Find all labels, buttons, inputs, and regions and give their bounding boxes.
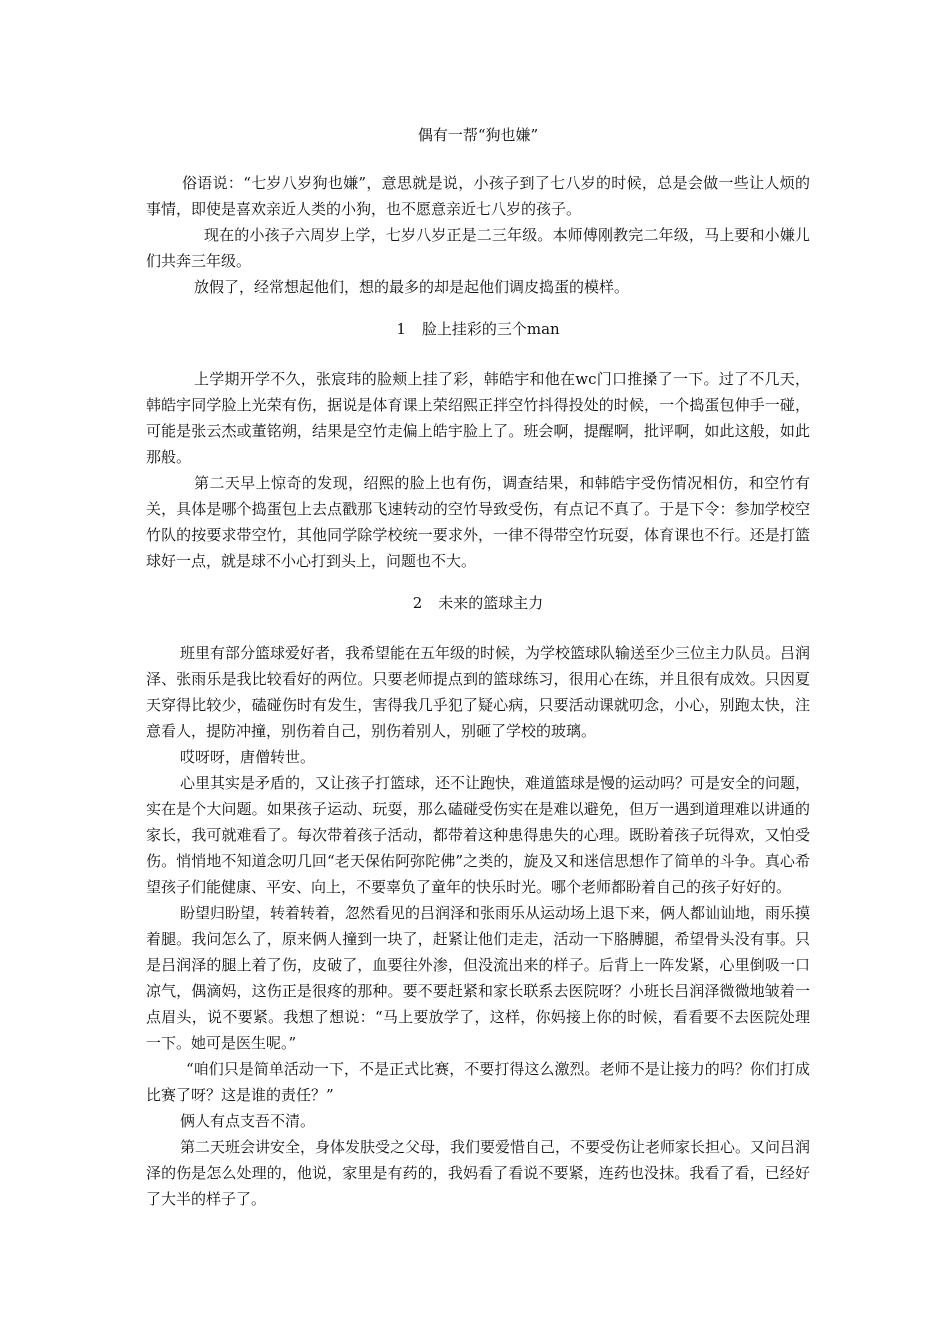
section-1-body bbox=[146, 366, 810, 574]
intro-paragraph-3: 放假了，经常想起他们，想的最多的却是起他们调皮捣蛋的模样。 bbox=[194, 278, 630, 296]
section-1-heading bbox=[146, 316, 810, 342]
section-1-title: 脸上挂彩的三个man bbox=[421, 320, 560, 338]
section-2-paragraph-7: 第二天班会讲安全，身体发肤受之父母，我们要爱惜自己，不要受伤让老师家长担心。又问吕润泽的伤是怎么处理的，他说，家里是有药的，我妈看了看说不要紧，连药也没抹。我看了看，已经好了大半的样子了。 bbox=[146, 1138, 811, 1208]
section-2-paragraph-4: 盼望归盼望，转着转着，忽然看见的吕润泽和张雨乐从运动场上退下来，俩人都讪讪地，雨乐摸着腿。我问怎么了，原来俩人撞到一块了，赶紧让他们走走，活动一下胳膊腿，希望骨头没有事。只是吕润泽的腿上着了伤，皮破了，血要往外渗，但没流出来的样子。后背上一阵发紧，心里倒吸一口凉气，偶滴妈，这伤正是很疼的那种。要不要赶紧和家长联系去医院呀？小班长吕润泽微微地皱着一点眉头，说不要紧。我想了想说：“马上要放学了，这样，你妈接上你的时候，看看要不去医院处理一下。她可是医生呢。” bbox=[146, 904, 811, 1052]
document-title: 偶有一帮“狗也嫌” bbox=[417, 126, 539, 144]
section-2-number: 2 bbox=[412, 594, 423, 612]
intro-paragraph-2: 现在的小孩子六周岁上学，七岁八岁正是二三年级。本师傅刚教完二年级，马上要和小嫌儿们共奔三年级。 bbox=[146, 226, 810, 270]
section-1-paragraph-1: 上学期开学不久，张宸玮的脸颊上挂了彩，韩皓宇和他在wc门口推搡了一下。过了不几天，韩皓宇同学脸上光荣有伤，据说是体育课上荣绍熙正拌空竹抖得投处的时候，一个捣蛋包伸手一碰，可能是张云杰或董铭朔，结果是空竹走偏上皓宇脸上了。班会啊，提醒啊，批评啊，如此这般，如此那般。 bbox=[146, 370, 810, 466]
section-2-paragraph-6: 俩人有点支吾不清。 bbox=[180, 1112, 316, 1130]
section-2-paragraph-2: 哎呀呀，唐僧转世。 bbox=[180, 748, 316, 766]
section-2-paragraph-5: “咱们只是简单活动一下，不是正式比赛，不要打得这么激烈。老师不是让接力的吗？你们打成比赛了呀？这是谁的责任？” bbox=[146, 1060, 810, 1104]
section-2-heading bbox=[146, 590, 810, 616]
document-page bbox=[146, 122, 810, 1212]
section-2-paragraph-1: 班里有部分篮球爱好者，我希望能在五年级的时候，为学校篮球队输送至少三位主力队员。吕润泽、张雨乐是我比较看好的两位。只要老师提点到的篮球练习，很用心在练，并且很有成效。只因夏天穿得比较少，磕碰伤时有发生，害得我几乎犯了疑心病，只要活动课就叨念，小心，别跑太快，注意看人，提防冲撞，别伤着自己，别伤着别人，别砸了学校的玻璃。 bbox=[146, 644, 811, 740]
section-1-paragraph-2: 第二天早上惊奇的发现，绍熙的脸上也有伤，调查结果，和韩皓宇受伤情况相仿，和空竹有关，具体是哪个捣蛋包上去点戳那飞速转动的空竹导致受伤，有点记不真了。于是下令：参加学校空竹队的按要求带空竹，其他同学除学校统一要求外，一律不得带空竹玩耍，体育课也不行。还是打篮球好一点，就是球不小心打到头上，问题也不大。 bbox=[146, 474, 810, 570]
section-2-title: 未来的篮球主力 bbox=[438, 594, 544, 612]
intro-block bbox=[146, 170, 810, 300]
section-1-number: 1 bbox=[396, 320, 406, 338]
section-2-paragraph-3: 心里其实是矛盾的，又让孩子打篮球，还不让跑快，难道篮球是慢的运动吗？可是安全的问题，实在是个大问题。如果孩子运动、玩耍，那么磕碰受伤实在是难以避免，但万一遇到道理难以讲通的家长，我可就难看了。每次带着孩子活动，都带着这种患得患失的心理。既盼着孩子玩得欢，又怕受伤。悄悄地不知道念叨几回“老天保佑阿弥陀佛”之类的，旋及又和迷信思想作了简单的斗争。真心希望孩子们能健康、平安、向上，不要辜负了童年的快乐时光。哪个老师都盼着自己的孩子好好的。 bbox=[146, 774, 811, 896]
section-2-body bbox=[146, 640, 810, 1212]
intro-paragraph-1: 俗语说：“七岁八岁狗也嫌”，意思就是说，小孩子到了七八岁的时候，总是会做一些让人烦的事情，即使是喜欢亲近人类的小狗，也不愿意亲近七八岁的孩子。 bbox=[146, 174, 810, 218]
